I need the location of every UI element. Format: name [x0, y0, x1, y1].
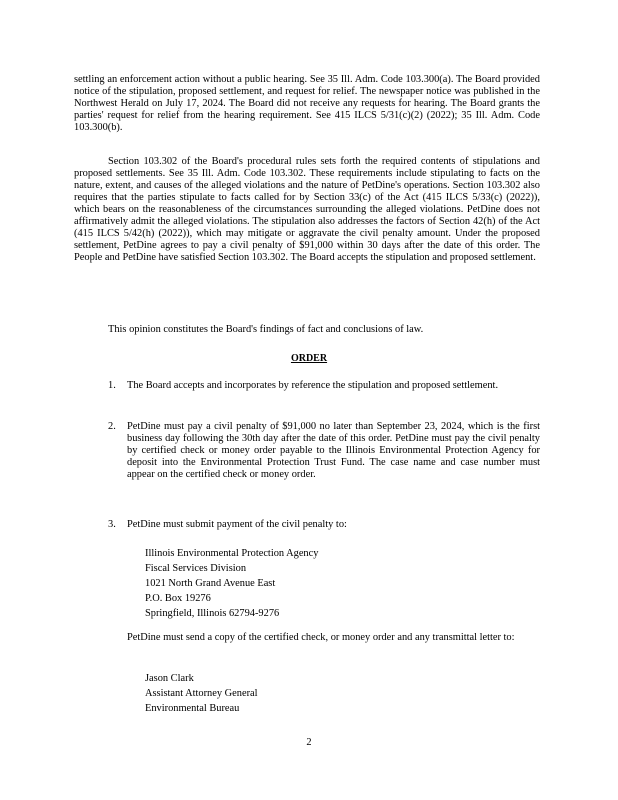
order-heading: ORDER	[290, 353, 328, 364]
copy-instruction: PetDine must send a copy of the certified check, or money order and any transmittal letter to:	[127, 632, 515, 643]
address-line: Jason Clark	[145, 673, 194, 684]
payment-address	[145, 546, 505, 621]
paragraph-section-103-302: Section 103.302 of the Board's procedural rules sets forth the required contents of stipulations and proposed settlements. See 35 Ill. Adm. Code 103.302. These requirements include stipulating to facts on the nature, extent, and causes of the alleged violations and the nature of PetDine's operations. Section 103.302 also requires that the parties stipulate to facts called for by Section 33(c) of the Act (415 ILCS 5/33(c) (2022)), which bears on the reasonableness of the circumstances surrounding the alleged violations. PetDine does not affirmatively admit the alleged violations. The stipulation also addresses the factors of Section 42(h) of the Act (415 ILCS 5/42(h) (2022)), which may mitigate or aggravate the civil penalty amount. Under the proposed settlement, PetDine agrees to pay a civil penalty of $91,000 within 30 days after the date of this order. The People and PetDine have satisfied Section 103.302. The Board accepts the stipulation and proposed settlement.	[74, 156, 540, 263]
address-line: Illinois Environmental Protection Agency	[145, 548, 319, 559]
order-heading-wrap	[0, 353, 618, 365]
address-line: P.O. Box 19276	[145, 593, 211, 604]
order-item-number: 3.	[108, 519, 116, 530]
address-line: Environmental Bureau	[145, 703, 240, 714]
order-item-text: The Board accepts and incorporates by reference the stipulation and proposed settlement.	[127, 380, 499, 391]
order-item-3	[108, 519, 540, 531]
address-line: Fiscal Services Division	[145, 563, 247, 574]
address-line: Springfield, Illinois 62794-9276	[145, 608, 280, 619]
order-item-number: 1.	[108, 380, 116, 391]
address-line: Assistant Attorney General	[145, 688, 258, 699]
address-line: 1021 North Grand Avenue East	[145, 578, 276, 589]
page-number: 2	[306, 737, 312, 748]
order-item-number: 2.	[108, 421, 116, 432]
paragraph-findings: This opinion constitutes the Board's findings of fact and conclusions of law.	[108, 324, 424, 335]
order-item-1	[108, 380, 540, 392]
order-item-text: PetDine must submit payment of the civil penalty to:	[127, 519, 347, 530]
copy-address	[145, 671, 505, 716]
paragraph-hearing-relief: settling an enforcement action without a public hearing. See 35 Ill. Adm. Code 103.300(a). The Board provided notice of the stipulation, proposed settlement, and request for relief. The newspaper notice was published in the Northwest Herald on July 17, 2024. The Board did not receive any requests for hearing. The Board grants the parties' request for relief from the hearing requirement. See 415 ILCS 5/31(c)(2) (2022); 35 Ill. Adm. Code 103.300(b).	[74, 74, 540, 133]
order-item-text: PetDine must pay a civil penalty of $91,000 no later than September 23, 2024, which is the first business day following the 30th day after the date of this order. PetDine must pay the civil penalty by certified check or money order payable to the Illinois Environmental Protection Agency for deposit into the Environmental Protection Trust Fund. The case name and case number must appear on the certified check or money order.	[127, 421, 540, 480]
order-item-2	[108, 421, 540, 481]
